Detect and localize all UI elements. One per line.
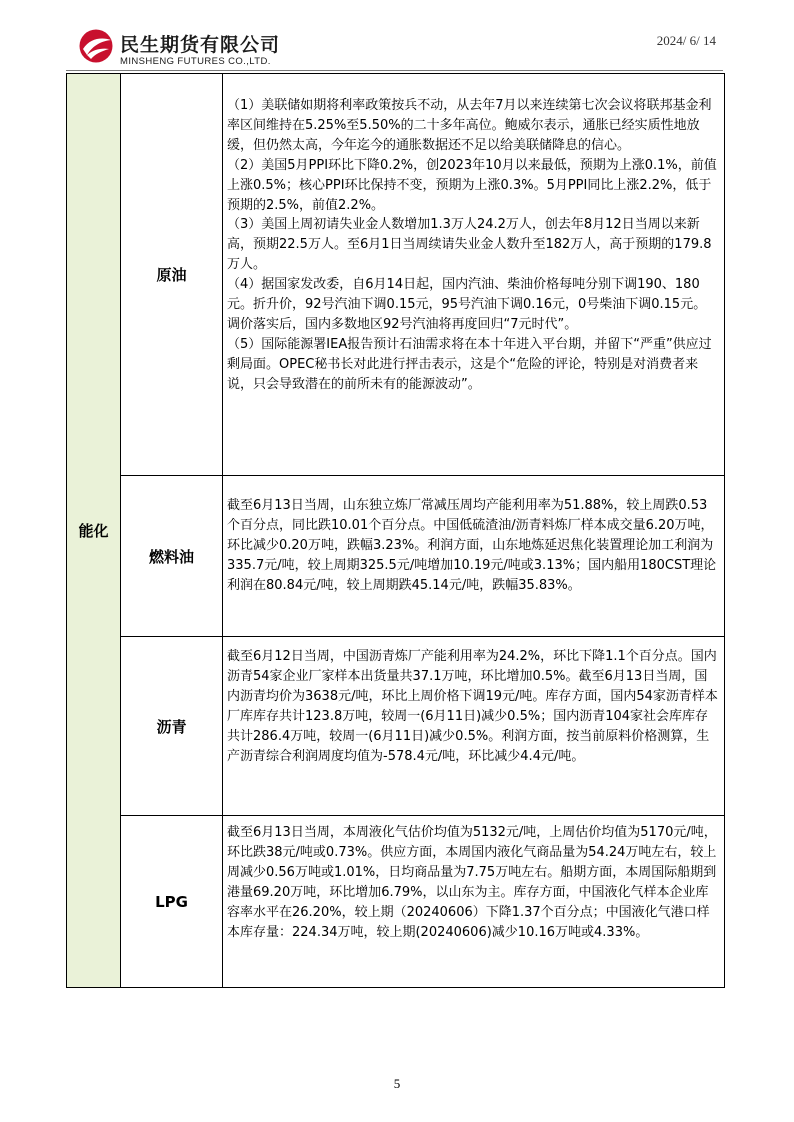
company-name-cn: 民生期货有限公司 bbox=[120, 34, 281, 56]
crude-oil-paragraph-4: （4）据国家发改委，自6月14日起，国内汽油、柴油价格每吨分别下调190、180元。折升价，92号汽油下调0.15元，95号汽油下调0.16元，0号柴油下调0.15元。调价落实后，国内多数地区92号汽油将再度回归“7元时代”。 bbox=[227, 277, 707, 332]
product-label-bitumen: 沥青 bbox=[121, 637, 223, 816]
table-row-fuel-oil bbox=[67, 476, 725, 637]
product-label-fuel-oil: 燃料油 bbox=[121, 476, 223, 637]
table-row-crude-oil bbox=[67, 74, 725, 476]
table-row-bitumen bbox=[67, 637, 725, 816]
header-divider bbox=[66, 70, 723, 71]
lpg-paragraph-1: 截至6月13日当周，本周液化气估价均值为5132元/吨，上周估价均值为5170元/吨，环比跌38元/吨或0.73%。供应方面，本周国内液化气商品量为54.24万吨左右，较上周减少0.56万吨或1.01%，日均商品量为7.75万吨左右。船期方面，本周国际船期到港量69.20万吨，环比增加6.79%，以山东为主。库存方面，中国液化气样本企业库容率水平在26.20%，较上期（20240606）下降1.37个百分点；中国液化气港口样本库存量：224.34万吨，较上期(20240606)减少10.16万吨或4.33%。 bbox=[227, 825, 717, 940]
fuel-oil-paragraph-1: 截至6月13日当周，山东独立炼厂常减压周均产能利用率为51.88%，较上周跌0.53个百分点，同比跌10.01个百分点。中国低硫渣油/沥青料炼厂样本成交量6.20万吨，环比减少0.20万吨，跌幅3.23%。利润方面，山东地炼延迟焦化装置理论加工利润为335.7元/吨，较上周期325.5元/吨增加10.19元/吨或3.13%；国内船用180CST理论利润在80.84元/吨，较上周期跌45.14元/吨，跌幅35.83%。 bbox=[227, 498, 717, 593]
table-row-lpg bbox=[67, 816, 725, 988]
commodity-table bbox=[66, 73, 725, 988]
content-fuel-oil bbox=[223, 476, 725, 637]
crude-oil-paragraph-5: （5）国际能源署IEA报告预计石油需求将在本十年进入平台期，并留下“严重”供应过剩局面。OPEC秘书长对此进行抨击表示，这是个“危险的评论，特别是对消费者来说，只会导致潜在的前所未有的能源波动”。 bbox=[227, 336, 712, 392]
crude-oil-paragraph-2: （2）美国5月PPI环比下降0.2%，创2023年10月以来最低，预期为上涨0.1%，前值上涨0.5%；核心PPI环比保持不变，预期为上涨0.3%。5月PPI同比上涨2.2%，低于预期的2.5%，前值2.2%。 bbox=[227, 157, 717, 213]
sector-label: 能化 bbox=[67, 74, 121, 988]
company-name-en: MINSHENG FUTURES CO.,LTD. bbox=[120, 56, 271, 67]
report-date: 2024/ 6/ 14 bbox=[656, 33, 716, 48]
content-crude-oil bbox=[223, 74, 725, 476]
product-label-crude-oil: 原油 bbox=[121, 74, 223, 476]
page-header bbox=[0, 0, 794, 72]
bitumen-paragraph-1: 截至6月12日当周，中国沥青炼厂产能利用率为24.2%，环比下降1.1个百分点。国内沥青54家企业厂家样本出货量共37.1万吨，环比增加0.5%。截至6月13日当周，国内沥青均价为3638元/吨，环比上周价格下调19元/吨。库存方面，国内54家沥青样本厂库库存共计123.8万吨，较周一(6月11日)减少0.5%；国内沥青104家社会库库存共计286.4万吨，较周一(6月11日)减少0.5%。利润方面，按当前原料价格测算，生产沥青综合利润周度均值为-578.4元/吨，环比减少4.4元/吨。 bbox=[227, 649, 718, 764]
content-bitumen bbox=[223, 637, 725, 816]
page-number: 5 bbox=[393, 1076, 401, 1091]
crude-oil-paragraph-3: （3）美国上周初请失业金人数增加1.3万人24.2万人，创去年8月12日当周以来新高，预期22.5万人。至6月1日当周续请失业金人数升至182万人，高于预期的179.8万人。 bbox=[227, 217, 712, 273]
content-lpg bbox=[223, 816, 725, 988]
crude-oil-paragraph-1: （1）美联储如期将利率政策按兵不动，从去年7月以来连续第七次会议将联邦基金利率区间维持在5.25%至5.50%的二十多年高位。鲍威尔表示，通胀已经实质性地放缓，但仍然太高，今年迄今的通胀数据还不足以给美联储降息的信心。 bbox=[227, 98, 712, 153]
product-label-lpg: LPG bbox=[121, 816, 223, 988]
company-logo bbox=[78, 28, 318, 72]
company-logo-icon bbox=[78, 28, 114, 64]
